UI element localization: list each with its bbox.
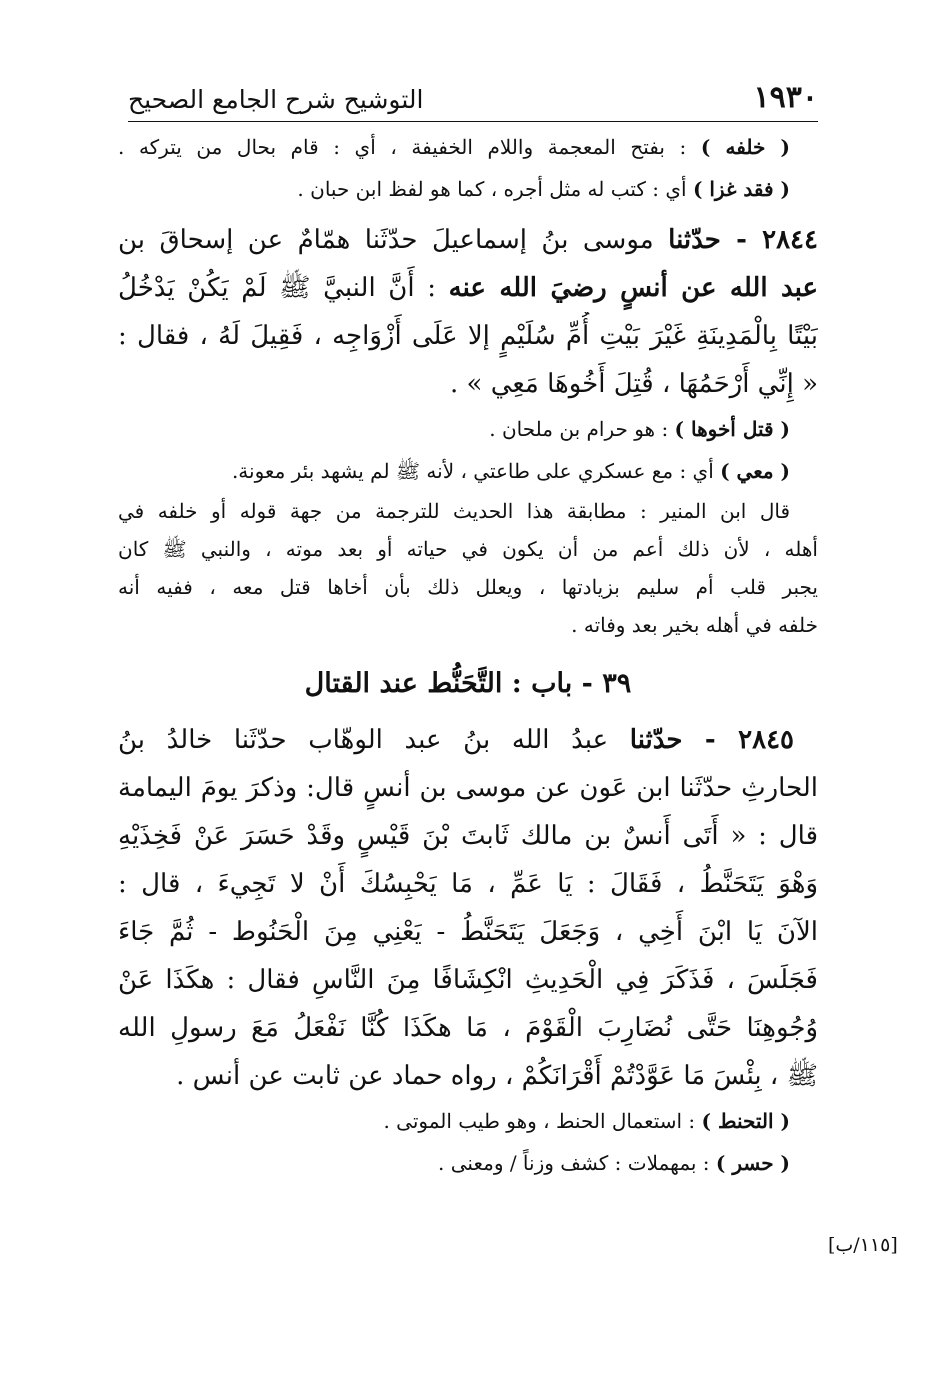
note-line xyxy=(118,168,818,210)
running-title: التوشيح شرح الجامع الصحيح xyxy=(128,85,424,114)
note-term: ( قتل أخوها ) xyxy=(674,417,790,441)
page-body xyxy=(118,126,818,1184)
hadith-line: ﷺ ، بِئْسَ مَا عَوَّدْتُمْ أَقْرَانَكُمْ ، رواه حماد عن ثابت عن أنس . xyxy=(176,1061,818,1091)
hadith-line: وُجُوهِنَا حَتَّى نُضَارِبَ الْقَوْمَ ، مَا هكَذَا كُنَّا نَفْعَلُ مَعَ رسولِ الله xyxy=(118,1013,818,1043)
page-number: ١٩٣٠ xyxy=(753,80,818,115)
hadith-line: الآنَ يَا ابْنَ أَخِي ، وَجَعَلَ يَتَحَنَّطُ - يَعْنِي مِنَ الْحَنُوط - ثُمَّ جَاءَ xyxy=(118,917,818,947)
hadith-line xyxy=(118,264,818,312)
hadith-line: قال : « أَتَى أَنسٌ بن مالك ثَابتَ بْنَ قَيْسٍ وقَدْ حَسَرَ عَنْ فَخِذَيْهِ xyxy=(118,821,818,851)
note-text: : هو حرام بن ملحان . xyxy=(489,417,675,441)
note-term: ( معي ) xyxy=(720,459,790,483)
note-text: أي : كتب له مثل أجره ، كما هو لفظ ابن حبان . xyxy=(297,177,693,201)
hadith-line: « إِنِّي أَرْحَمُهَا ، قُتِلَ أَخُوهَا مَعِي » . xyxy=(450,369,818,399)
note-text: : بمهملات : كشف وزناً / ومعنى . xyxy=(438,1151,716,1175)
margin-reference-text: [١١٥/ب] xyxy=(828,1234,898,1256)
note-line xyxy=(118,1142,818,1184)
commentary-line: قال ابن المنير : مطابقة هذا الحديث للترجمة من جهة قوله أو خلفه في xyxy=(118,499,790,523)
note-line xyxy=(118,450,818,492)
commentary-line: خلفه في أهله بخير بعد وفاته . xyxy=(571,613,818,637)
hadith-line xyxy=(118,216,818,264)
header-rule xyxy=(128,121,818,122)
note-term: ( حسر ) xyxy=(715,1151,790,1175)
chapter-title: ٣٩ - باب : التَّحَنُّط عند القتال xyxy=(304,668,632,699)
note-text: : بفتح المعجمة واللام الخفيفة ، أي : قام بحال من يتركه . xyxy=(118,135,701,159)
commentary-line: أهله ، لأن ذلك أعم من أن يكون في حياته أو بعد موته ، والنبي ﷺ كان xyxy=(118,537,818,561)
page-header xyxy=(128,62,818,118)
hadith-text: موسى بنُ إسماعيلَ حدّثَنا همّامٌ عن إسحاقَ بن xyxy=(118,225,669,255)
hadith-line: الحارثِ حدّثَنا ابن عَون عن موسى بن أنسٍ قال: وذكرَ يومَ اليمامة xyxy=(118,773,818,803)
commentary-line: يجبر قلب أم سليم بزيادتها ، ويعلل ذلك بأن أخاها قتل معه ، ففيه أنه xyxy=(118,575,818,599)
hadith-text: : أَنَّ النبيَّ ﷺ لَمْ يَكُنْ يَدْخُلُ xyxy=(118,273,449,303)
hadith-narrator: عبد الله عن أنسٍ رضيَ الله عنه xyxy=(448,273,818,303)
note-text: : استعمال الحنط ، وهو طيب الموتى . xyxy=(383,1109,702,1133)
note-text: أي : مع عسكري على طاعتي ، لأنه ﷺ لم يشهد بئر معونة. xyxy=(231,459,721,483)
note-line xyxy=(118,1100,818,1142)
hadith-line xyxy=(118,716,818,764)
hadith-number: ٢٨٤٥ - حدّثنا xyxy=(629,725,794,755)
note-term: ( خلفه ) xyxy=(700,135,790,159)
hadith-number: ٢٨٤٤ - حدّثنا xyxy=(668,225,818,255)
note-line xyxy=(118,408,818,450)
note-term: ( التحنط ) xyxy=(701,1109,790,1133)
hadith-line: فَجَلَسَ ، فَذَكَرَ فِي الْحَدِيثِ انْكِشَافًا مِنَ النَّاسِ فقال : هكَذَا عَنْ xyxy=(118,965,818,995)
margin-reference xyxy=(828,1234,898,1256)
note-line xyxy=(118,126,818,168)
note-term: ( فقد غزا ) xyxy=(692,177,790,201)
hadith-text: عبدُ الله بنُ عبد الوهّاب حدّثَنا خالدُ بنُ xyxy=(118,725,630,755)
hadith-line: وَهْوَ يَتَحَنَّطُ ، فَقَالَ : يَا عَمِّ ، مَا يَحْبِسُكَ أَنْ لا تَجِيءَ ، قال : xyxy=(118,869,818,899)
hadith-line: بَيْتًا بِالْمَدِينَةِ غَيْرَ بَيْتِ أُمِّ سُلَيْمٍ إلا عَلَى أَزْوَاجِه ، فَقِيلَ لَهُ ، فقال : xyxy=(118,321,818,351)
